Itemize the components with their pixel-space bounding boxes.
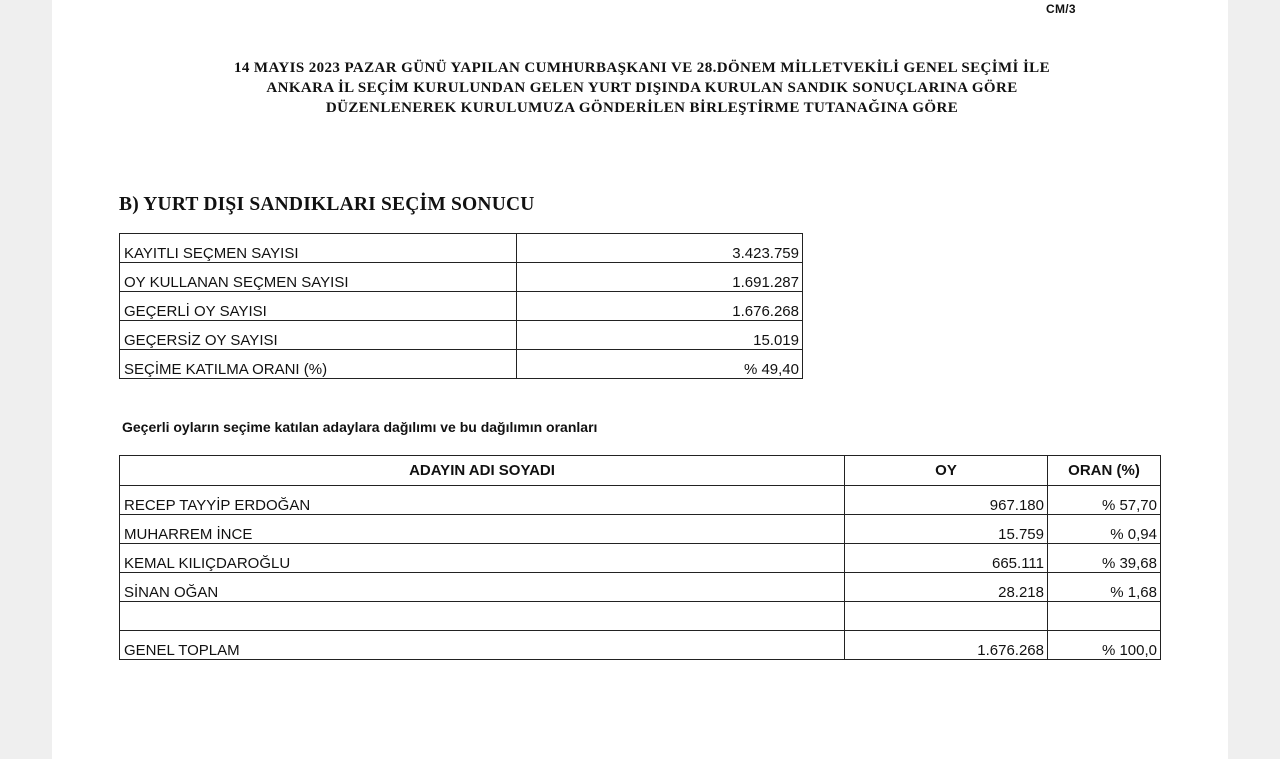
candidate-name: KEMAL KILIÇDAROĞLU	[120, 544, 845, 573]
candidate-name: MUHARREM İNCE	[120, 515, 845, 544]
candidate-row	[120, 573, 1161, 602]
page-code: CM/3	[1046, 2, 1076, 16]
summary-table	[119, 233, 803, 379]
total-ratio: % 100,0	[1048, 631, 1161, 660]
blank-cell	[120, 602, 845, 631]
total-label: GENEL TOPLAM	[120, 631, 845, 660]
candidate-row	[120, 515, 1161, 544]
summary-label: GEÇERLİ OY SAYISI	[120, 292, 517, 321]
document-page	[52, 0, 1228, 759]
title-line-2: ANKARA İL SEÇİM KURULUNDAN GELEN YURT DIŞINDA KURULAN SANDIK SONUÇLARINA GÖRE	[266, 80, 1018, 96]
distribution-caption: Geçerli oyların seçime katılan adaylara dağılımı ve bu dağılımın oranları	[122, 419, 598, 435]
summary-value: 1.676.268	[517, 292, 803, 321]
summary-label: OY KULLANAN SEÇMEN SAYISI	[120, 263, 517, 292]
summary-label: GEÇERSİZ OY SAYISI	[120, 321, 517, 350]
candidate-name: RECEP TAYYİP ERDOĞAN	[120, 486, 845, 515]
blank-cell	[845, 602, 1048, 631]
summary-row	[120, 234, 803, 263]
total-row	[120, 631, 1161, 660]
candidate-row	[120, 544, 1161, 573]
summary-value: 1.691.287	[517, 263, 803, 292]
candidate-ratio: % 39,68	[1048, 544, 1161, 573]
summary-label: SEÇİME KATILMA ORANI (%)	[120, 350, 517, 379]
summary-value: % 49,40	[517, 350, 803, 379]
summary-row	[120, 292, 803, 321]
summary-row	[120, 350, 803, 379]
title-line-1: 14 MAYIS 2023 PAZAR GÜNÜ YAPILAN CUMHURBAŞKANI VE 28.DÖNEM MİLLETVEKİLİ GENEL SEÇİMİ İLE	[233, 60, 1050, 76]
title-line-3: DÜZENLENEREK KURULUMUZA GÖNDERİLEN BİRLEŞTİRME TUTANAĞINA GÖRE	[325, 100, 959, 116]
candidate-votes: 967.180	[845, 486, 1048, 515]
candidate-votes: 665.111	[845, 544, 1048, 573]
header-candidate-name: ADAYIN ADI SOYADI	[120, 456, 845, 486]
candidate-name: SİNAN OĞAN	[120, 573, 845, 602]
summary-row	[120, 321, 803, 350]
candidate-votes: 28.218	[845, 573, 1048, 602]
results-header-row	[120, 456, 1161, 486]
summary-label: KAYITLI SEÇMEN SAYISI	[120, 234, 517, 263]
blank-cell	[1048, 602, 1161, 631]
candidate-ratio: % 57,70	[1048, 486, 1161, 515]
total-votes: 1.676.268	[845, 631, 1048, 660]
candidate-ratio: % 0,94	[1048, 515, 1161, 544]
summary-row	[120, 263, 803, 292]
summary-value: 3.423.759	[517, 234, 803, 263]
summary-value: 15.019	[517, 321, 803, 350]
candidate-votes: 15.759	[845, 515, 1048, 544]
results-table	[119, 455, 1161, 660]
candidate-row	[120, 486, 1161, 515]
header-ratio: ORAN (%)	[1048, 456, 1161, 486]
candidate-ratio: % 1,68	[1048, 573, 1161, 602]
section-heading: B) YURT DIŞI SANDIKLARI SEÇİM SONUCU	[119, 194, 535, 215]
document-title	[122, 58, 1162, 118]
blank-row	[120, 602, 1161, 631]
header-votes: OY	[845, 456, 1048, 486]
